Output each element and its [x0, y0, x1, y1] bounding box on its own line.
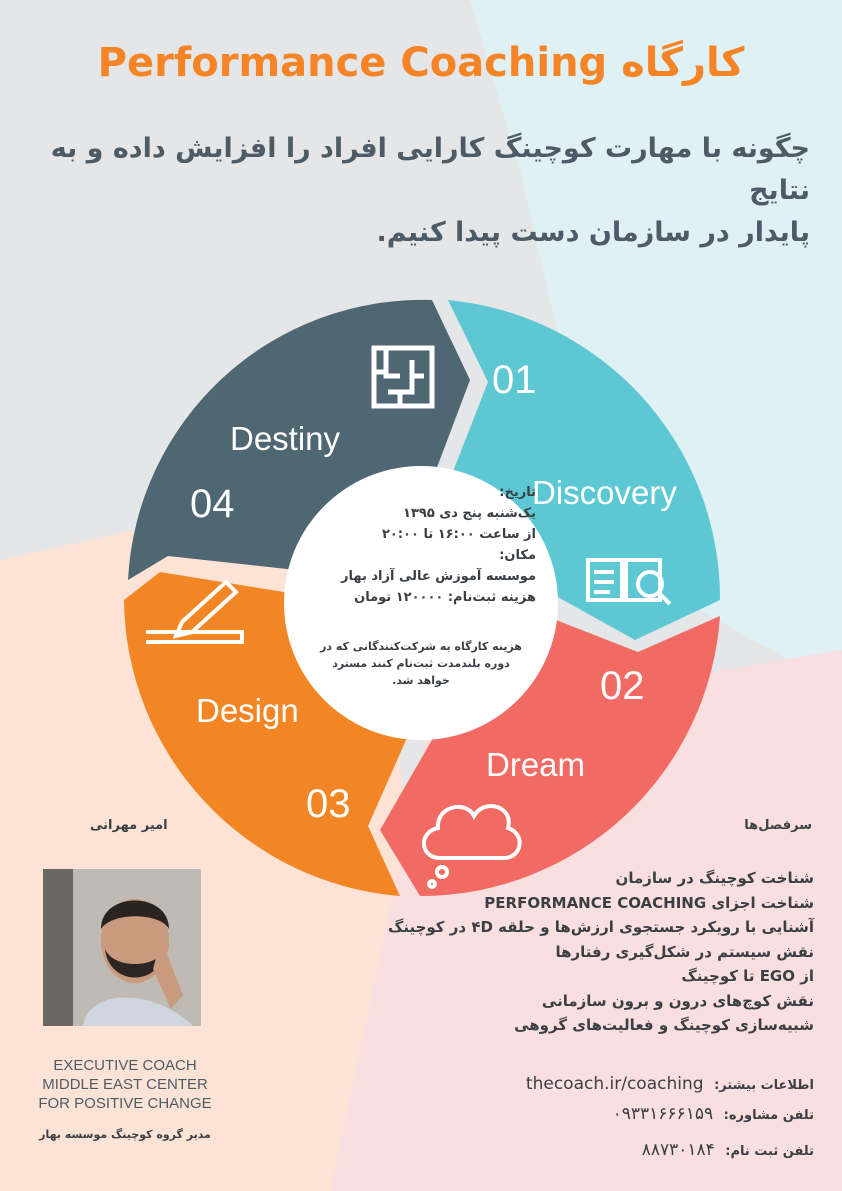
label-discovery: Discovery [532, 474, 677, 511]
presenter-name: امیر مهرانی [90, 818, 168, 833]
presenter-photo [43, 869, 201, 1026]
consult-phone-label: تلفن مشاوره: [723, 1108, 814, 1123]
more-info-label: اطلاعات بیشتر: [714, 1078, 814, 1093]
title-fa: کارگاه [621, 40, 745, 86]
date-value: یک‌شنبه پنج دی ۱۳۹۵ [403, 506, 536, 521]
label-design: Design [196, 692, 299, 729]
number-discovery: 01 [492, 358, 537, 402]
event-info [306, 482, 536, 608]
register-phone-label: تلفن ثبت نام: [725, 1144, 814, 1159]
date-label: تاریخ: [499, 485, 536, 500]
place-value: موسسه آموزش عالی آزاد بهار [341, 569, 536, 584]
presenter-role-1: EXECUTIVE COACH [53, 1057, 197, 1074]
event-info-circle [284, 466, 558, 740]
outline-item: نقش سیستم در شکل‌گیری رفتارها [555, 942, 814, 961]
outline-item: آشنایی با رویکرد جستجوی ارزش‌ها و حلقه ۴D در کوچینگ [387, 918, 814, 936]
register-phone[interactable]: ۸۸۷۳۰۱۸۴ [641, 1140, 715, 1160]
place-label: مکان: [499, 548, 536, 563]
outline-item: از EGO تا کوچینگ [681, 967, 814, 985]
outline-item: شناخت اجزای PERFORMANCE COACHING [484, 893, 814, 912]
number-design: 03 [306, 782, 351, 826]
number-destiny: 04 [190, 482, 235, 526]
outline-item: شبیه‌سازی کوچینگ و فعالیت‌های گروهی [514, 1016, 814, 1034]
outline-item: نقش کوچ‌های درون و برون سازمانی [541, 991, 814, 1010]
outline-item: شناخت کوچینگ در سازمان [615, 869, 814, 887]
label-destiny: Destiny [230, 420, 341, 457]
presenter-org: مدیر گروه کوچینگ موسسه بهار [39, 1128, 211, 1141]
contact-register [294, 1140, 814, 1160]
subtitle-line-1: چگونه با مهارت کوچینگ کارایی افراد را افزایش داده و به نتایج [50, 133, 810, 206]
fee: هزینه ثبت‌نام: ۱۲۰۰۰۰ تومان [354, 590, 536, 605]
subtitle-line-2: پایدار در سازمان دست پیدا کنیم. [376, 217, 810, 248]
contact-more-info [294, 1074, 814, 1094]
presenter-role-2: MIDDLE EAST CENTER [42, 1076, 208, 1093]
refund-note: هزینه کارگاه به شرکت‌کنندگانی که در دوره بلندمدت ثبت‌نام کنند مسترد خواهد شد. [320, 640, 522, 687]
outline-list [294, 866, 814, 1038]
number-dream: 02 [600, 664, 645, 708]
presenter-role-3: FOR POSITIVE CHANGE [38, 1095, 212, 1112]
presenter-roles [10, 1056, 240, 1113]
time-value: از ساعت ۱۶:۰۰ تا ۲۰:۰۰ [381, 527, 536, 542]
contact-consult [294, 1104, 814, 1124]
more-info-link[interactable]: thecoach.ir/coaching [525, 1074, 704, 1094]
consult-phone[interactable]: ۰۹۳۳۱۶۶۶۱۵۹ [612, 1104, 714, 1124]
outline-title: سرفصل‌ها [744, 818, 812, 833]
label-dream: Dream [486, 746, 586, 783]
title-en: Performance Coaching [97, 40, 608, 86]
